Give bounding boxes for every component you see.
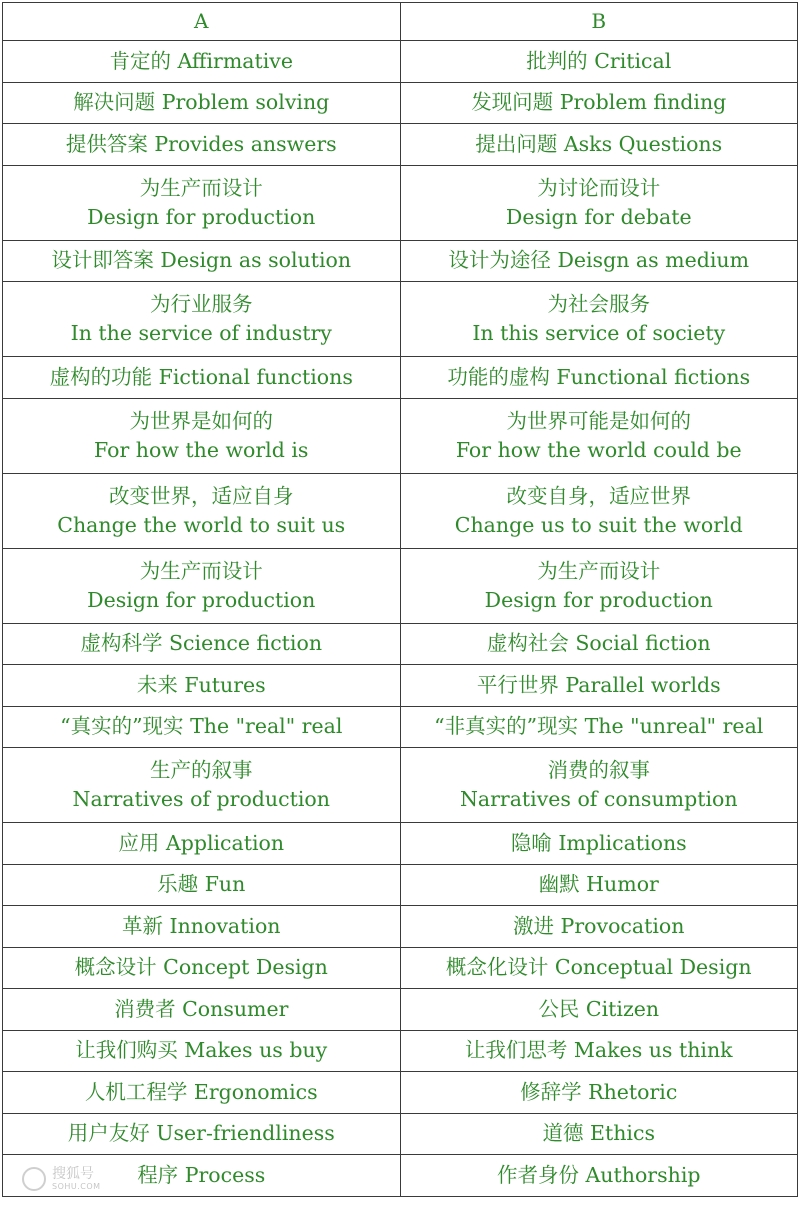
cell-text: 概念设计 Concept Design (74, 955, 328, 980)
cell-text: Design for debate (505, 204, 692, 229)
cell-a (3, 748, 401, 823)
cell-a (3, 357, 401, 399)
cell-b (400, 82, 798, 124)
table-row (3, 1072, 798, 1114)
table-row (3, 282, 798, 357)
cell-b (400, 1113, 798, 1155)
watermark (22, 1166, 101, 1191)
cell-a (3, 1113, 401, 1155)
cell-a (3, 165, 401, 240)
cell-b (400, 1030, 798, 1072)
cell-text: 让我们思考 Makes us think (464, 1038, 733, 1063)
cell-text: 提供答案 Provides answers (65, 131, 337, 156)
cell-text: 虚构科学 Science fiction (80, 631, 323, 656)
cell-text: Narratives of consumption (459, 787, 738, 811)
cell-a (3, 823, 401, 865)
cell-text: Change the world to suit us (57, 512, 346, 537)
cell-a (3, 1030, 401, 1072)
cell-text: 让我们购买 Makes us buy (75, 1038, 328, 1063)
cell-text: 用户友好 User-friendliness (67, 1121, 335, 1146)
table-row (3, 706, 798, 748)
cell-text: Design for production (87, 587, 316, 612)
cell-text: 为生产而设计 (139, 175, 263, 200)
table-row (3, 473, 798, 548)
table-row (3, 124, 798, 166)
cell-b (400, 623, 798, 665)
cell-text: 肯定的 Affirmative (109, 48, 294, 73)
cell-a (3, 706, 401, 748)
cell-text: 改变世界，适应自身 (109, 483, 294, 508)
cell-a (3, 623, 401, 665)
cell-text: 为社会服务 (547, 292, 650, 316)
table-row (3, 665, 798, 707)
cell-b (400, 357, 798, 399)
cell-text: 隐喻 Implications (510, 830, 687, 855)
cell-b (400, 1155, 798, 1197)
cell-b (400, 398, 798, 473)
table-row (3, 823, 798, 865)
cell-a (3, 864, 401, 906)
cell-b (400, 864, 798, 906)
cell-a (3, 124, 401, 166)
table-row (3, 864, 798, 906)
cell-text: 平行世界 Parallel worlds (476, 672, 721, 697)
cell-b (400, 906, 798, 948)
cell-text: 批判的 Critical (526, 48, 672, 73)
table-row (3, 41, 798, 83)
cell-b (400, 165, 798, 240)
cell-a (3, 947, 401, 989)
table-row (3, 1113, 798, 1155)
cell-text: 为世界可能是如何的 (506, 408, 691, 433)
cell-text: 为世界是如何的 (129, 408, 273, 433)
cell-text: 消费者 Consumer (114, 996, 289, 1021)
cell-text: 为行业服务 (150, 292, 253, 316)
cell-text: 解决问题 Problem solving (73, 90, 330, 115)
column-header-a: A (3, 3, 401, 41)
cell-text: 虚构的功能 Fictional functions (49, 364, 353, 389)
table-row (3, 1155, 798, 1197)
cell-a (3, 548, 401, 623)
cell-b (400, 282, 798, 357)
cell-text: 应用 Application (118, 830, 285, 855)
cell-text: Design for production (87, 204, 316, 229)
cell-a (3, 906, 401, 948)
cell-a (3, 398, 401, 473)
circle-logo-icon (22, 1167, 46, 1191)
cell-text: 消费的叙事 (547, 758, 650, 782)
cell-text: 虚构社会 Social fiction (486, 631, 711, 656)
table-row (3, 1030, 798, 1072)
cell-text: 改变自身，适应世界 (506, 483, 691, 508)
comparison-table (2, 2, 798, 1197)
table-row (3, 165, 798, 240)
cell-text: 为生产而设计 (139, 558, 263, 583)
cell-text: For how the world is (94, 437, 309, 462)
table-row (3, 82, 798, 124)
cell-b (400, 748, 798, 823)
cell-a (3, 282, 401, 357)
cell-a (3, 1072, 401, 1114)
column-header-b: B (400, 3, 798, 41)
cell-text: 人机工程学 Ergonomics (84, 1079, 318, 1104)
cell-text: 程序 Process (137, 1162, 266, 1187)
cell-text: 未来 Futures (136, 672, 266, 697)
cell-text: 修辞学 Rhetoric (520, 1079, 678, 1104)
cell-b (400, 665, 798, 707)
cell-text: 概念化设计 Conceptual Design (445, 955, 752, 980)
cell-text: 设计为途径 Deisgn as medium (448, 248, 750, 273)
cell-text: In the service of industry (70, 321, 332, 345)
table-row (3, 357, 798, 399)
cell-text: 乐趣 Fun (157, 872, 246, 897)
cell-text: 为生产而设计 (537, 558, 661, 583)
cell-text: 功能的虚构 Functional fictions (447, 364, 751, 389)
watermark-subtitle: SOHU.COM (52, 1182, 101, 1191)
cell-b (400, 1072, 798, 1114)
cell-text: Change us to suit the world (454, 512, 743, 537)
watermark-text (52, 1166, 101, 1191)
cell-a (3, 665, 401, 707)
cell-text: 设计即答案 Design as solution (51, 248, 352, 273)
cell-text: 生产的叙事 (150, 758, 253, 782)
cell-text: 革新 Innovation (121, 913, 281, 938)
cell-text: For how the world could be (455, 437, 742, 462)
table-row (3, 623, 798, 665)
cell-b (400, 240, 798, 282)
table-row (3, 748, 798, 823)
cell-text: 提出问题 Asks Questions (475, 131, 723, 156)
cell-text: “非真实的”现实 The "unreal" real (434, 714, 764, 739)
cell-b (400, 473, 798, 548)
table-row (3, 548, 798, 623)
cell-a (3, 41, 401, 83)
cell-b (400, 124, 798, 166)
cell-b (400, 989, 798, 1031)
cell-a (3, 989, 401, 1031)
cell-text: 公民 Citizen (538, 996, 660, 1021)
table-row (3, 989, 798, 1031)
cell-text: 道德 Ethics (542, 1121, 655, 1146)
cell-text: Design for production (484, 587, 713, 612)
cell-b (400, 947, 798, 989)
cell-b (400, 823, 798, 865)
cell-text: 幽默 Humor (538, 872, 659, 897)
table-row (3, 398, 798, 473)
cell-a (3, 240, 401, 282)
cell-text: 激进 Provocation (513, 913, 685, 938)
cell-b (400, 706, 798, 748)
cell-a (3, 473, 401, 548)
cell-text: Narratives of production (72, 787, 330, 811)
table-row (3, 947, 798, 989)
cell-b (400, 548, 798, 623)
table-body (3, 41, 798, 1197)
cell-b (400, 41, 798, 83)
cell-text: In this service of society (472, 321, 726, 345)
table-row (3, 240, 798, 282)
cell-text: 为讨论而设计 (537, 175, 661, 200)
cell-a (3, 82, 401, 124)
watermark-title: 搜狐号 (52, 1166, 94, 1182)
cell-text: 作者身份 Authorship (496, 1162, 701, 1187)
cell-text: 发现问题 Problem finding (471, 90, 727, 115)
table-row (3, 906, 798, 948)
cell-text: “真实的”现实 The "real" real (60, 714, 343, 739)
header-row (3, 3, 798, 41)
